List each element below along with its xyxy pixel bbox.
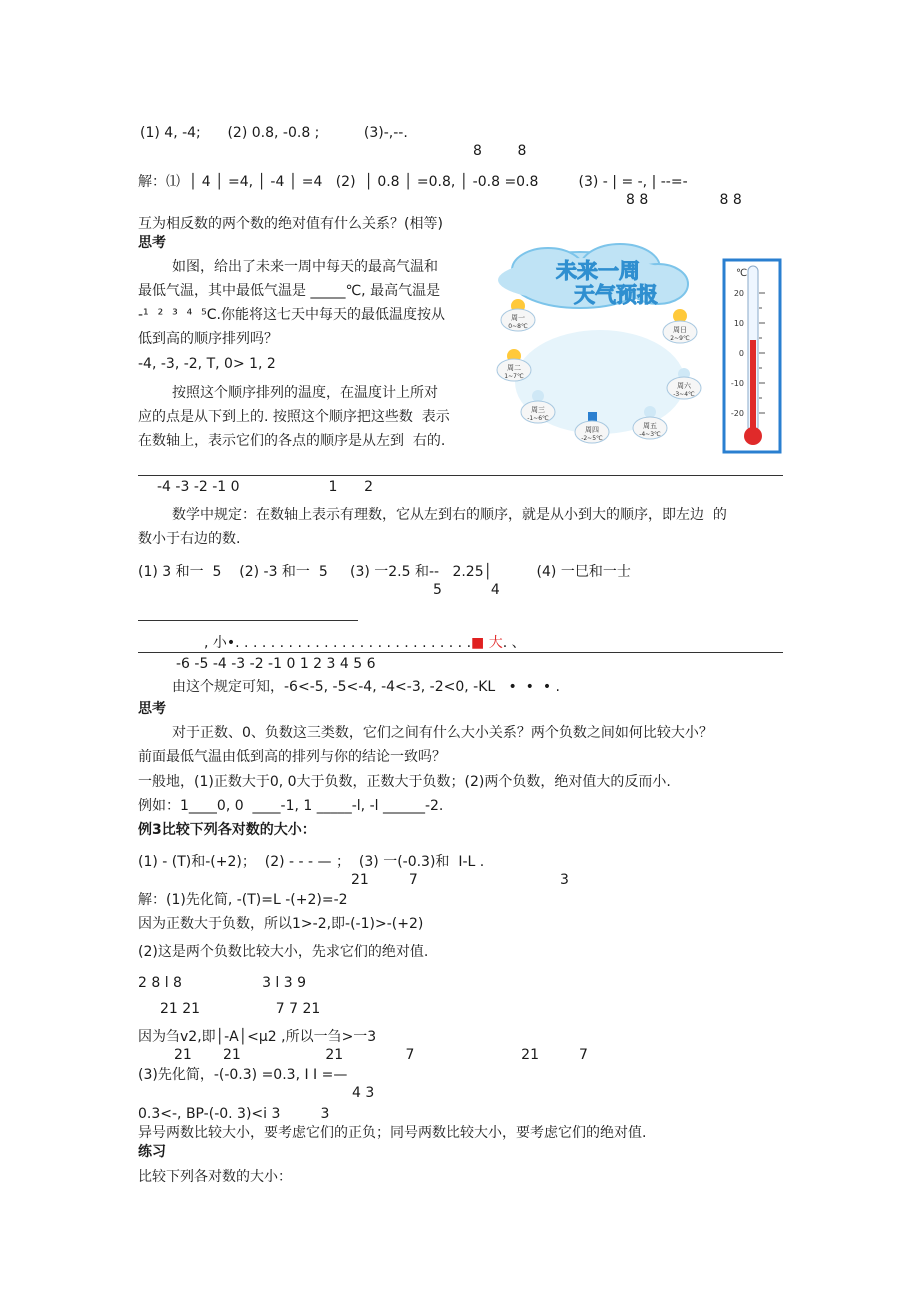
svg-text:周日: 周日 <box>673 326 687 334</box>
svg-text:-2~5℃: -2~5℃ <box>581 435 603 442</box>
rain-icon <box>588 412 597 422</box>
solution-denominators: 8 8 8 8 <box>626 192 742 208</box>
svg-text:0: 0 <box>738 349 744 358</box>
direction-large-label: 大 <box>488 635 503 651</box>
think1-para-line4: 低到高的顺序排列吗？ <box>138 331 278 347</box>
svg-text:1~7℃: 1~7℃ <box>504 373 524 380</box>
number-line-2-direction <box>204 634 526 652</box>
think1-para-line7: 在数轴上，表示它们的各点的顺序是从左到 右的. <box>138 433 446 449</box>
day-badge-mon <box>501 299 535 331</box>
think2-question-2: 前面最低气温由低到高的排列与你的结论一致吗？ <box>138 749 446 765</box>
svg-text:20: 20 <box>733 289 744 298</box>
think1-para-line5: 按照这个顺序排列的温度，在温度计上所对 <box>172 385 438 401</box>
example-3-title: 例3比较下列各对数的大小： <box>138 822 316 838</box>
rule-line1: 数学中规定：在数轴上表示有理数，它从左到右的顺序，就是从小到大的顺序，即左边 的 <box>172 507 727 523</box>
abs-fractions-numerators: 2 8 l 8 3 l 3 9 <box>138 975 307 991</box>
svg-text:周一: 周一 <box>511 314 525 322</box>
solution-step-4: (3)先化简，-(-0.3) =0.3, I I =— <box>138 1067 348 1083</box>
solution-step-5: 0.3<-, BP-(-0. 3)<i 3 3 <box>138 1106 330 1122</box>
given-pairs-denominators: 8 8 <box>473 143 527 159</box>
svg-text:2~9℃: 2~9℃ <box>670 335 690 342</box>
number-line-2 <box>138 652 783 653</box>
solution-step-3: (2)这是两个负数比较大小，先求它们的绝对值. <box>138 944 429 960</box>
number-line-2-labels: -6 -5 -4 -3 -2 -1 0 1 2 3 4 5 6 <box>176 656 376 672</box>
example-3-denominators: 21 7 <box>351 872 418 888</box>
rule-conclusion: 由这个规定可知，-6<-5, -5<-4, -4<-3, -2<0, -KL • • • . <box>172 679 561 695</box>
solution-abs-values: 解：⑴ │ 4 │ =4, │ -4 │ =4 (2) │ 0.8 │ =0.8, │ -0.8 =0.8 (3) - | = -, | --=- <box>138 174 688 190</box>
forecast-title-line1: 未来一周 <box>556 259 640 283</box>
answer-underline <box>138 620 358 621</box>
example-3-denominator-3: 3 <box>560 872 569 888</box>
think-heading-2: 思考 <box>138 701 166 717</box>
thermometer-unit: ℃ <box>736 268 748 279</box>
svg-text:周二: 周二 <box>507 364 521 372</box>
general-conclusion: 一般地，(1)正数大于0, 0大于负数，正数大于负数；(2)两个负数，绝对值大的反而小. <box>138 774 671 790</box>
comparison-denominators: 21 21 21 7 21 7 <box>174 1047 588 1063</box>
fill-in-example: 例如：1____0, 0 ____-1, 1 _____-l, -l ______-2. <box>138 798 444 814</box>
direction-tail: . 、 <box>502 635 526 651</box>
solution-step-4-denominators: 4 3 <box>352 1085 375 1101</box>
day-badge-tue <box>497 349 531 381</box>
think1-para-line1: 如图，给出了未来一周中每天的最高气温和 <box>172 259 438 275</box>
forecast-title-line2: 天气预报 <box>574 283 658 307</box>
cloud-icon <box>644 406 656 418</box>
practice-instruction: 比较下列各对数的大小： <box>138 1169 292 1185</box>
svg-text:-3~4℃: -3~4℃ <box>673 391 695 398</box>
thermometer-icon <box>724 260 780 452</box>
practice-heading: 练习 <box>138 1144 166 1160</box>
example-3-items: (1) - (T)和-(+2)； (2) - - - — ； (3) 一(-0.3)和 I-L . <box>138 854 485 870</box>
solution-step-2: 因为正数大于负数，所以1>-2,即-(-1)>-(+2) <box>138 916 424 932</box>
compare-exercise: (1) 3 和一 5 (2) -3 和一 5 (3) 一2.5 和-- 2.25│ (4) 一巳和一士 <box>138 564 631 580</box>
direction-mark: ■ <box>471 635 485 651</box>
number-line-1-labels: -4 -3 -2 -1 0 1 2 <box>157 479 374 495</box>
svg-text:0~8℃: 0~8℃ <box>508 323 528 330</box>
given-pairs: (1) 4, -4; (2) 0.8, -0.8 ; (3)-,--. <box>140 125 408 141</box>
think1-para-line2: 最低气温，其中最低气温是 _____℃, 最高气温是 <box>138 283 441 299</box>
svg-text:-1~6℃: -1~6℃ <box>527 415 549 422</box>
think1-para-line6: 应的点是从下到上的. 按照这个顺序把这些数 表示 <box>138 409 450 425</box>
svg-text:周三: 周三 <box>531 406 545 414</box>
svg-text:10: 10 <box>733 319 744 328</box>
weather-forecast-figure <box>488 232 784 454</box>
compare-exercise-denominators: 5 4 <box>433 582 500 598</box>
temperature-sequence: -4, -3, -2, T, 0> 1, 2 <box>138 356 276 372</box>
comparison-because: 因为刍v2,即│-A│<μ2 ,所以一刍>一3 <box>138 1029 377 1045</box>
svg-text:-20: -20 <box>730 409 744 418</box>
think-heading-1: 思考 <box>138 235 166 251</box>
number-line-1 <box>138 475 783 476</box>
cloud-icon <box>532 390 544 402</box>
comparison-summary: 异号两数比较大小，要考虑它们的正负；同号两数比较大小，要考虑它们的绝对值. <box>138 1125 647 1141</box>
solution-step-1: 解：(1)先化简, -(T)=L -(+2)=-2 <box>138 892 348 908</box>
svg-text:周四: 周四 <box>585 426 599 434</box>
svg-text:-4~3℃: -4~3℃ <box>639 431 661 438</box>
svg-text:周六: 周六 <box>677 382 691 390</box>
abs-fractions-denominators: 21 21 7 7 21 <box>160 1001 321 1017</box>
rule-line2: 数小于右边的数. <box>138 531 241 547</box>
direction-small-label: , 小•. . . . . . . . . . . . . . . . . . . . . . . . . . . <box>204 635 472 651</box>
think1-para-line3: -¹ ² ³ ⁴ ⁵C.你能将这七天中每天的最低温度按从 <box>138 307 445 323</box>
opposite-relation-question: 互为相反数的两个数的绝对值有什么关系？(相等) <box>138 216 443 232</box>
think2-question-1: 对于正数、0、负数这三类数，它们之间有什么大小关系？两个负数之间如何比较大小？ <box>172 725 713 741</box>
svg-text:周五: 周五 <box>643 422 657 430</box>
svg-text:-10: -10 <box>730 379 744 388</box>
day-badge-sun <box>663 309 697 343</box>
